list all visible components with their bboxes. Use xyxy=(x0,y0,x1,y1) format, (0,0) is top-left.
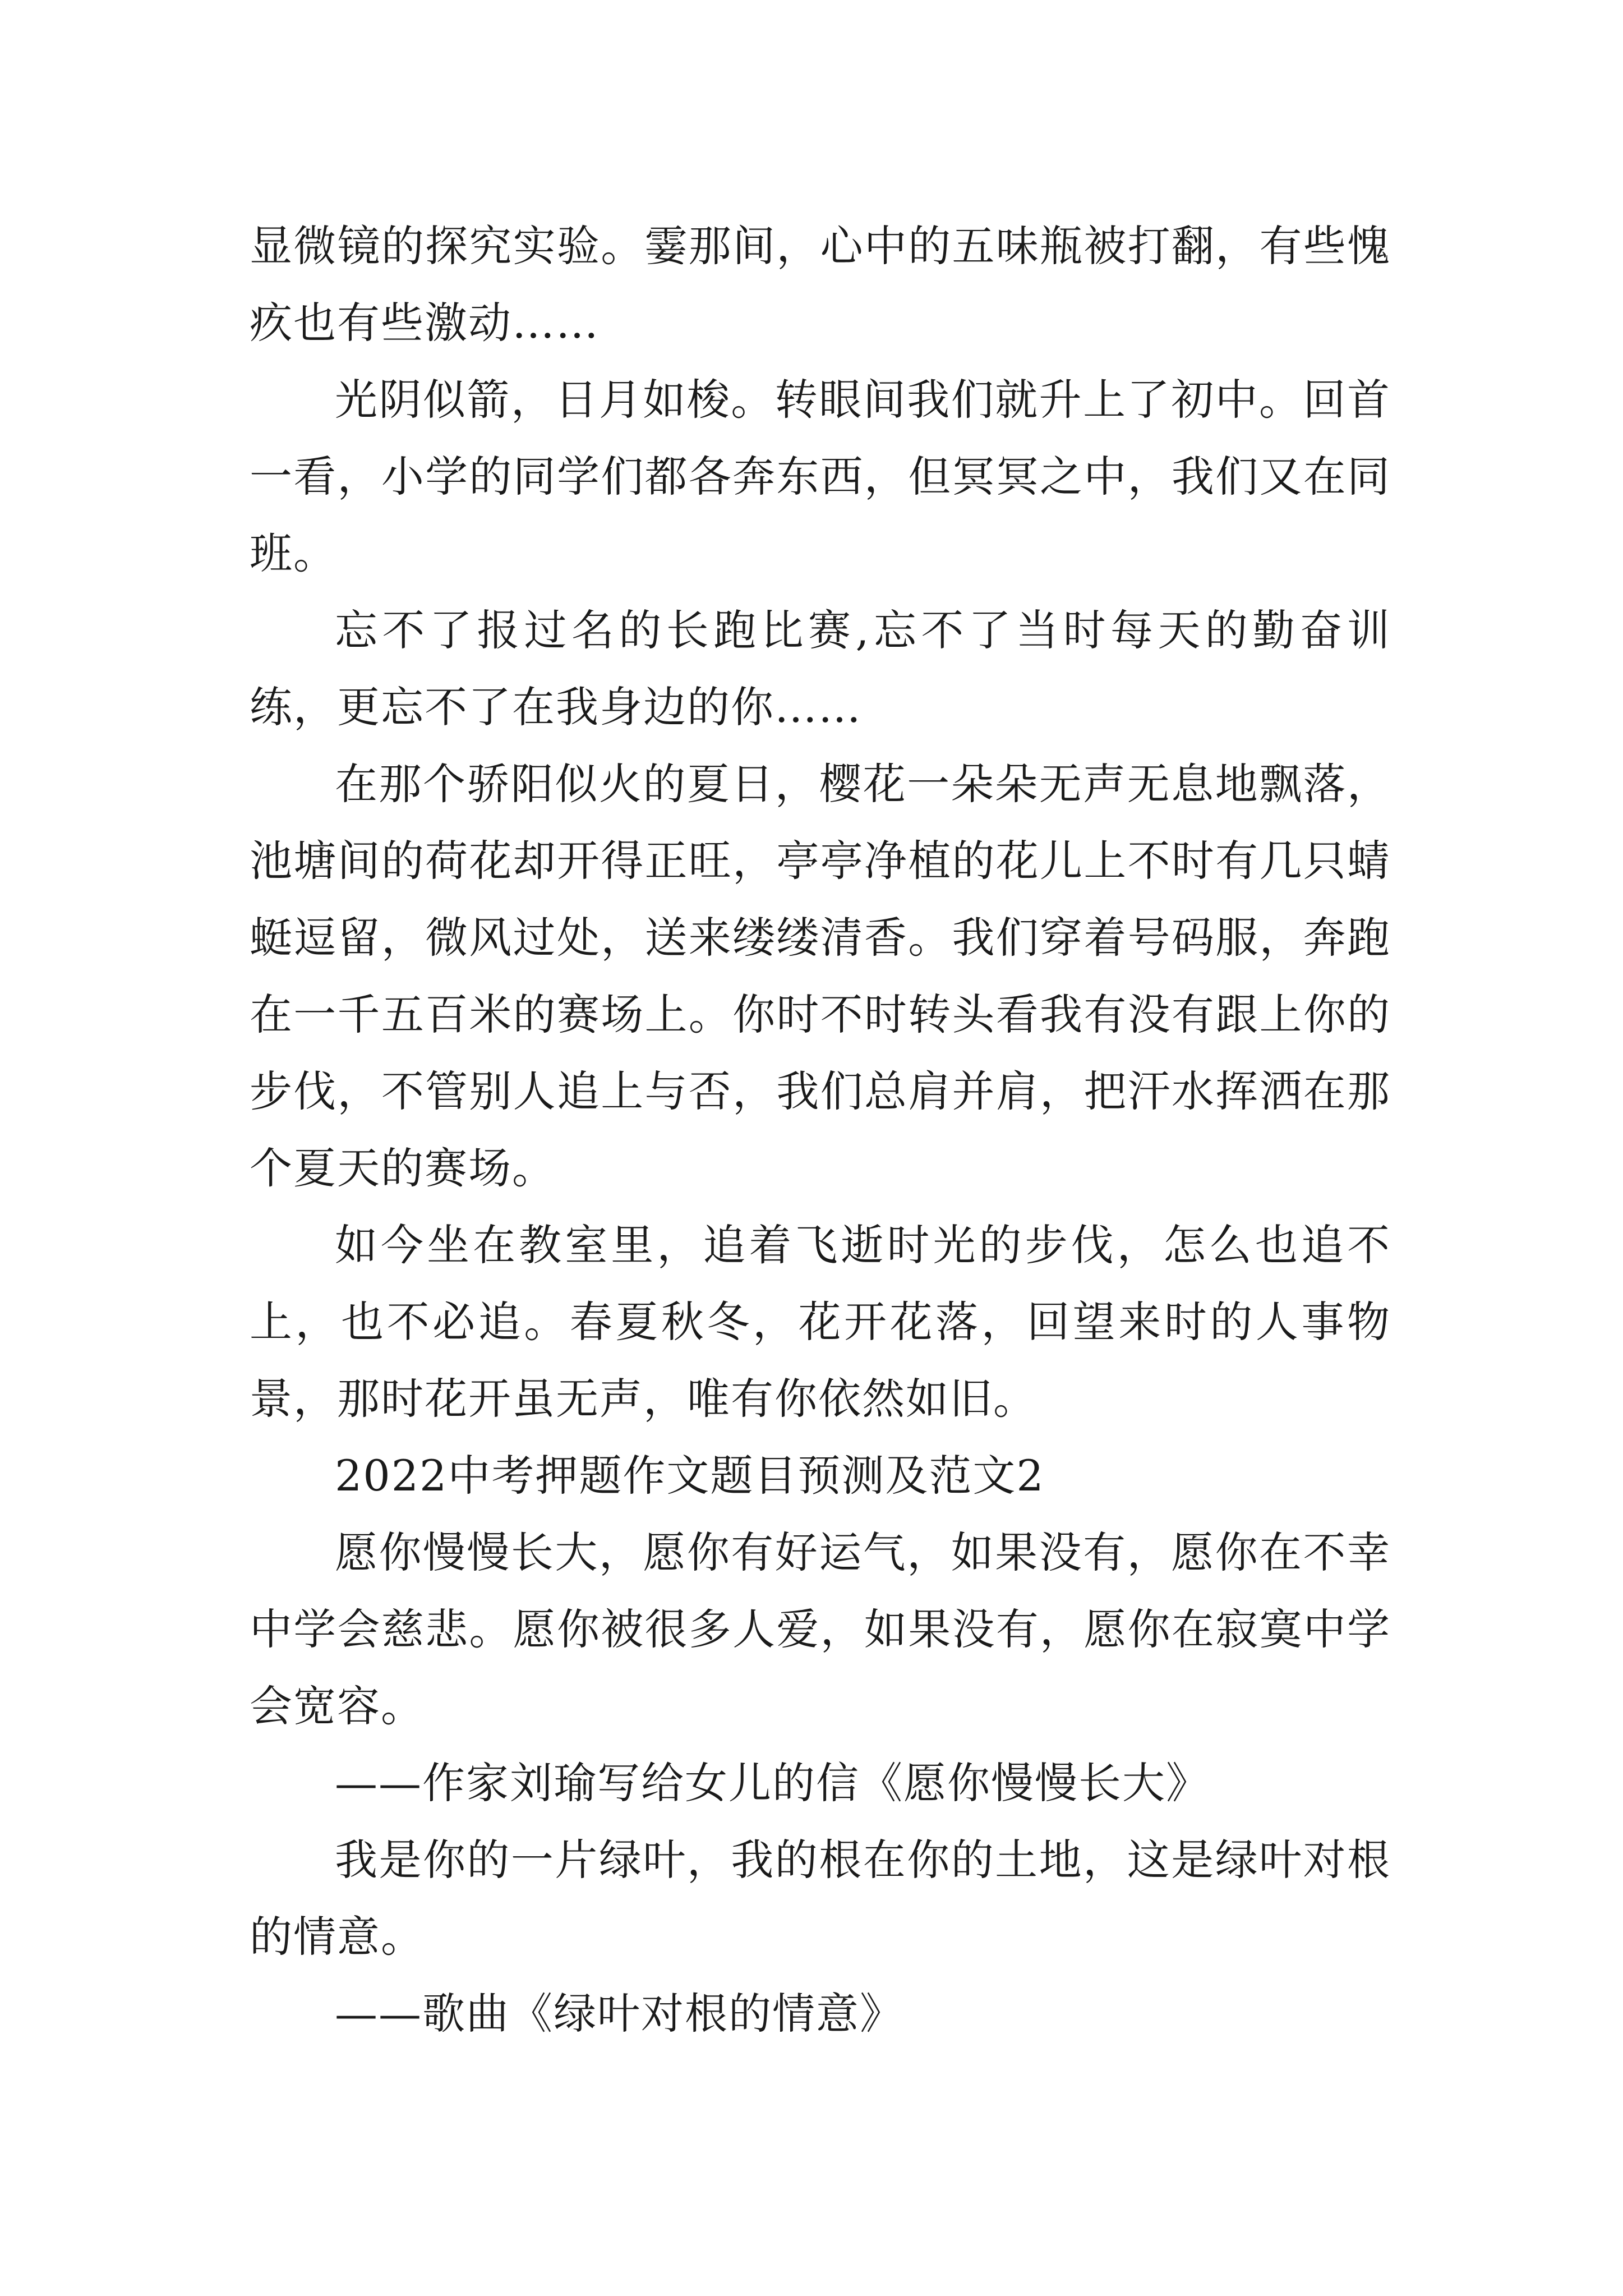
paragraph: 显微镜的探究实验。霎那间，心中的五味瓶被打翻，有些愧疚也有些激动…… xyxy=(250,221,1391,348)
quote-attribution: ——歌曲《绿叶对根的情意》 xyxy=(335,1989,903,2039)
document-body xyxy=(250,208,1391,2052)
paragraph: 忘不了报过名的长跑比赛,忘不了当时每天的勤奋训练，更忘不了在我身边的你…… xyxy=(250,605,1391,732)
quote-paragraph: 愿你慢慢长大，愿你有好运气，如果没有，愿你在不幸中学会慈悲。愿你被很多人爱，如果没有，愿你在寂寞中学会宽容。 xyxy=(250,1527,1391,1731)
quote-paragraph: 我是你的一片绿叶，我的根在你的土地，这是绿叶对根的情意。 xyxy=(250,1835,1391,1962)
quote-attribution: ——作家刘瑜写给女儿的信《愿你慢慢长大》 xyxy=(335,1758,1210,1808)
paragraph: 如今坐在教室里，追着飞逝时光的步伐，怎么也追不上，也不必追。春夏秋冬，花开花落，回望来时的人事物景，那时花开虽无声，唯有你依然如旧。 xyxy=(250,1220,1391,1424)
paragraph: 在那个骄阳似火的夏日，樱花一朵朵无声无息地飘落，池塘间的荷花却开得正旺，亭亭净植的花儿上不时有几只蜻蜓逗留，微风过处，送来缕缕清香。我们穿着号码服，奔跑在一千五百米的赛场上。你时不时转头看我有没有跟上你的步伐，不管别人追上与否，我们总肩并肩，把汗水挥洒在那个夏天的赛场。 xyxy=(250,759,1391,1193)
section-heading: 2022中考押题作文题目预测及范文2 xyxy=(335,1451,1045,1501)
paragraph: 光阴似箭，日月如梭。转眼间我们就升上了初中。回首一看，小学的同学们都各奔东西，但冥冥之中，我们又在同班。 xyxy=(250,375,1391,578)
